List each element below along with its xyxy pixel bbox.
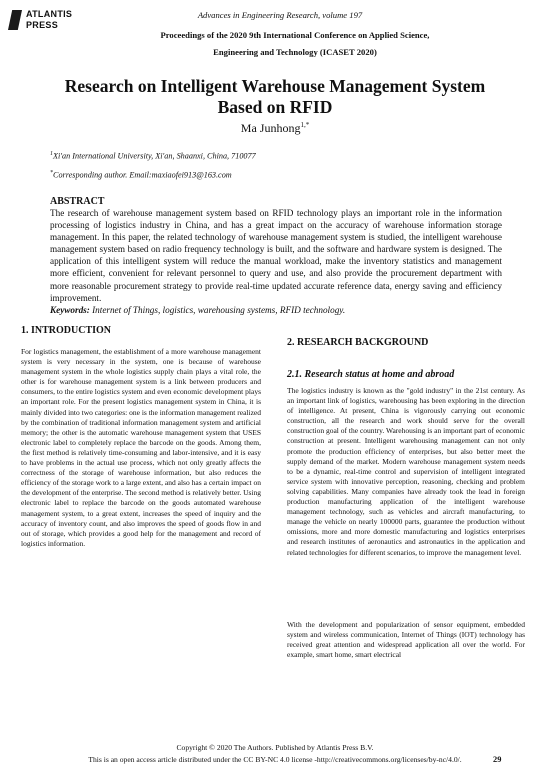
keywords-text: Internet of Things, logistics, warehousing systems, RFID technology. — [92, 304, 346, 315]
section1-paragraph: For logistics management, the establishment of a more warehouse management system is very necessary in the system, one is because of warehouse management system in the whole logistics supply chain plays a vital role, the other is for warehouse management system is a link between producers and consumers, to the entire logistics system and even economic development plays an important role. For the present logistics management system in China, it is mainly divided into two categories: one is the information management realized by the combination of traditional information management system and artificial memory; the other is the automatic warehouse management system that USES electronic label to completely replace the barcode on the goods. Among them, the first method is relatively time-consuming and labor-intensive, and it is easy to have problems in the actual use process, which not only greatly affects the correctness of the storage of warehouse information, but also reduces the efficiency of the storage work to a large extent, and also has a certain impact on the development of the enterprise. The second method is relatively better. Using electronic label to replace the barcode on the goods automated warehouse management system, to a great extent, increases the speed of inquiry and the accuracy of inventory count, and also improves the speed of goods flow in and out of storage, which provides a good help for the management and record of logistics information. — [21, 347, 261, 548]
copyright-notice: Copyright © 2020 The Authors. Published by Atlantis Press B.V. — [176, 743, 374, 752]
section1-heading: 1. INTRODUCTION — [21, 325, 112, 336]
title-line2: Based on RFID — [217, 97, 333, 117]
abstract-heading: ABSTRACT — [50, 196, 105, 207]
section2-heading: 2. RESEARCH BACKGROUND — [287, 337, 429, 348]
proceedings-header — [60, 27, 530, 61]
affiliation — [50, 151, 256, 161]
publisher-name-line2: PRESS — [26, 20, 59, 30]
publisher-name-line1: ATLANTIS — [26, 9, 73, 19]
abstract-text: The research of warehouse management system based on RFID technology plays an important role in the information processing of logistics industry in China, and has a great impact on the accuracy of warehouse information storage management. In this paper, the related technology of warehouse management system is studied, the intelligent warehouse management system based on radio frequency technology is built, and the software and hardware system is designed. The application of this intelligent system will reduce the manual workload, make the inventory statistics and management more efficient, convenient for relevant personnel to query and use, and also provide the procurement department with more reasonable procurement strategy to provide real-time updated accurate reference data, energy saving and efficiency improvement. — [50, 208, 502, 303]
corresponding-text: Corresponding author. Email:maxiaofei913@163.com — [53, 170, 232, 180]
corresponding-author — [50, 170, 232, 180]
affiliation-superscript: 1 — [50, 151, 53, 157]
section2-1-heading: 2.1. Research status at home and abroad — [287, 369, 455, 380]
keywords-label: Keywords: — [50, 304, 90, 315]
affiliation-text: Xi'an International University, Xi'an, Shaanxi, China, 710077 — [53, 151, 256, 161]
paper-title — [20, 76, 530, 118]
author-superscript: 1,* — [300, 121, 310, 129]
author-name: Ma Junhong — [240, 121, 301, 135]
journal-name: Advances in Engineering Research, volume 197 — [197, 10, 363, 20]
atlantis-logo-icon — [8, 10, 22, 30]
author-line — [0, 121, 550, 136]
section2-paragraph1: The logistics industry is known as the "gold industry" in the 21st century. As an important link of logistics, warehousing has been exploring in the direction of intelligence. At present, China is vigorously carrying out economic construction, all the research and work should serve for the overall construction goal of the country. Warehousing is an important part of economic construction at present. Intelligent warehousing management can not only promote the production efficiency of enterprises, but also better meet the supply demand of the market. Modern warehouse management system needs to be a dynamic, real-time control and supervision of intelligent integrated service system with innovative perception, reasoning, checking and problem solving capabilities. Many companies have already took the lead in foreign production manufacturing application of the intelligent warehouse management technology, such as vehicles and aircraft manufacturing, to manage the vehicle on nearly 100000 parts, guarantee the production without omissions, more and more domestic manufacturing and logistics enterprises and research institutes of aeronautics and astronautics in the application and related technologies for different scenarios, to improve the management level. — [287, 386, 525, 557]
section2-paragraph2: With the development and popularization of sensor equipment, embedded system and wireless communication, Internet of Things (IOT) technology has received great attention and widespread application all over the world. For example, smart home, smart electrical — [287, 620, 525, 660]
proceedings-line1: Proceedings of the 2020 9th International Conference on Applied Science, — [160, 30, 430, 40]
proceedings-line2: Engineering and Technology (ICASET 2020) — [213, 47, 377, 57]
page-number: 29 — [493, 755, 502, 764]
title-line1: Research on Intelligent Warehouse Management System — [64, 76, 486, 96]
corresponding-superscript: * — [50, 170, 53, 176]
abstract-block — [50, 207, 502, 316]
license-notice: This is an open access article distributed under the CC BY-NC 4.0 license -http://creativecommons.org/licenses/by-nc/4.0/. — [88, 755, 462, 764]
